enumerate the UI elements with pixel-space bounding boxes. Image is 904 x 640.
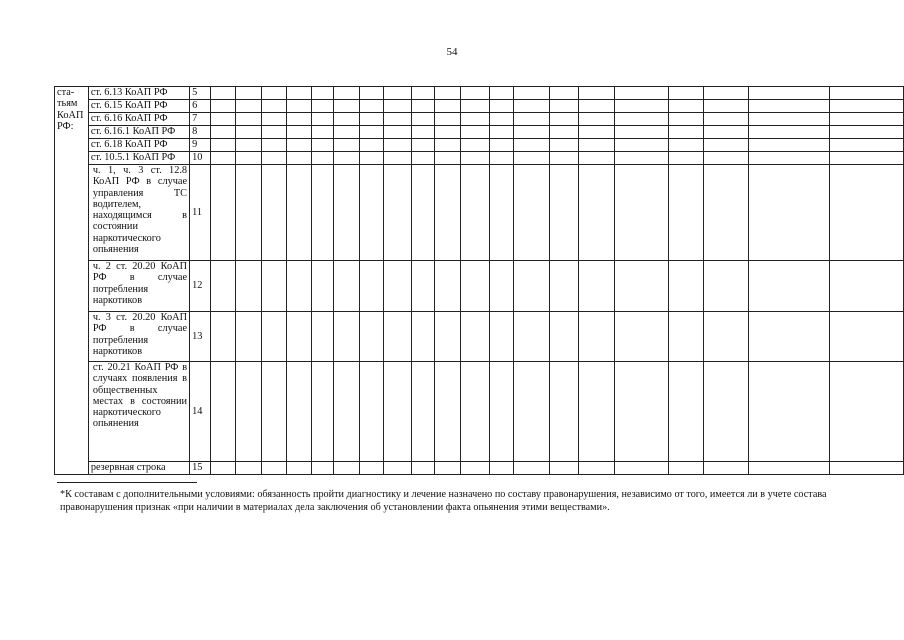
data-cell	[830, 87, 904, 100]
data-cell	[614, 87, 669, 100]
data-cell	[578, 113, 614, 126]
data-cell	[704, 100, 749, 113]
article-cell: резервная строка	[88, 462, 189, 475]
row-number-cell: 7	[190, 113, 211, 126]
data-cell	[669, 126, 704, 139]
section-label: ста-тьям КоАП РФ:	[55, 87, 89, 475]
data-cell	[749, 87, 830, 100]
data-cell	[749, 312, 830, 362]
data-cell	[434, 100, 461, 113]
article-cell: ст. 6.15 КоАП РФ	[88, 100, 189, 113]
data-cell	[489, 113, 514, 126]
table-row	[55, 312, 904, 362]
data-cell	[614, 152, 669, 165]
data-cell	[614, 126, 669, 139]
data-cell	[359, 139, 384, 152]
data-cell	[210, 462, 236, 475]
data-cell	[434, 152, 461, 165]
data-cell	[359, 462, 384, 475]
data-cell	[312, 312, 334, 362]
data-cell	[749, 165, 830, 261]
data-cell	[550, 261, 578, 312]
data-cell	[489, 152, 514, 165]
data-cell	[669, 139, 704, 152]
data-cell	[749, 152, 830, 165]
data-cell	[411, 87, 434, 100]
data-cell	[384, 261, 411, 312]
data-cell	[236, 126, 262, 139]
data-cell	[514, 312, 550, 362]
data-cell	[550, 462, 578, 475]
data-cell	[461, 87, 489, 100]
data-cell	[334, 362, 360, 462]
table-row	[55, 87, 904, 100]
data-cell	[286, 312, 312, 362]
data-cell	[286, 362, 312, 462]
data-cell	[669, 152, 704, 165]
data-cell	[614, 165, 669, 261]
table-row	[55, 100, 904, 113]
table-row	[55, 165, 904, 261]
data-cell	[210, 139, 236, 152]
data-cell	[514, 100, 550, 113]
data-cell	[334, 87, 360, 100]
data-cell	[411, 100, 434, 113]
data-cell	[461, 113, 489, 126]
data-cell	[514, 126, 550, 139]
table-row	[55, 261, 904, 312]
data-cell	[359, 113, 384, 126]
data-cell	[489, 139, 514, 152]
data-cell	[830, 126, 904, 139]
data-cell	[514, 87, 550, 100]
data-cell	[461, 126, 489, 139]
data-cell	[578, 152, 614, 165]
data-cell	[749, 362, 830, 462]
data-cell	[312, 261, 334, 312]
data-cell	[210, 362, 236, 462]
data-cell	[489, 362, 514, 462]
data-cell	[578, 100, 614, 113]
data-cell	[749, 462, 830, 475]
data-cell	[384, 152, 411, 165]
data-cell	[614, 312, 669, 362]
row-number-cell: 9	[190, 139, 211, 152]
data-cell	[614, 113, 669, 126]
data-cell	[236, 152, 262, 165]
data-cell	[830, 462, 904, 475]
data-cell	[261, 100, 286, 113]
data-cell	[411, 139, 434, 152]
row-number-cell: 14	[190, 362, 211, 462]
data-cell	[261, 126, 286, 139]
data-cell	[334, 139, 360, 152]
data-cell	[411, 152, 434, 165]
data-cell	[461, 139, 489, 152]
data-cell	[578, 312, 614, 362]
data-cell	[286, 462, 312, 475]
data-cell	[334, 261, 360, 312]
data-cell	[411, 462, 434, 475]
data-cell	[749, 261, 830, 312]
data-cell	[334, 165, 360, 261]
data-cell	[514, 113, 550, 126]
data-cell	[236, 100, 262, 113]
row-number-cell: 10	[190, 152, 211, 165]
data-cell	[411, 126, 434, 139]
data-cell	[461, 312, 489, 362]
data-cell	[261, 261, 286, 312]
data-cell	[550, 87, 578, 100]
data-cell	[384, 462, 411, 475]
data-cell	[312, 87, 334, 100]
data-cell	[489, 261, 514, 312]
row-number-cell: 5	[190, 87, 211, 100]
row-number-cell: 12	[190, 261, 211, 312]
data-cell	[312, 362, 334, 462]
data-cell	[334, 113, 360, 126]
data-cell	[614, 462, 669, 475]
data-cell	[236, 139, 262, 152]
data-cell	[578, 165, 614, 261]
data-cell	[411, 312, 434, 362]
table-row	[55, 462, 904, 475]
data-cell	[384, 139, 411, 152]
row-number-cell: 11	[190, 165, 211, 261]
data-cell	[550, 312, 578, 362]
data-cell	[359, 126, 384, 139]
data-cell	[434, 126, 461, 139]
data-cell	[489, 87, 514, 100]
article-cell: ч. 2 ст. 20.20 КоАП РФ в случае потребления наркотиков	[88, 261, 189, 312]
data-cell	[461, 100, 489, 113]
data-cell	[334, 462, 360, 475]
data-cell	[210, 113, 236, 126]
data-cell	[312, 126, 334, 139]
data-cell	[614, 362, 669, 462]
data-cell	[286, 126, 312, 139]
data-cell	[749, 100, 830, 113]
data-cell	[236, 113, 262, 126]
table-row	[55, 126, 904, 139]
data-cell	[704, 261, 749, 312]
article-cell: ст. 10.5.1 КоАП РФ	[88, 152, 189, 165]
data-cell	[411, 113, 434, 126]
data-cell	[614, 100, 669, 113]
data-cell	[236, 87, 262, 100]
data-cell	[312, 100, 334, 113]
data-cell	[334, 100, 360, 113]
data-cell	[550, 139, 578, 152]
data-cell	[210, 152, 236, 165]
data-cell	[359, 165, 384, 261]
article-cell: ст. 6.13 КоАП РФ	[88, 87, 189, 100]
data-cell	[514, 462, 550, 475]
data-cell	[514, 139, 550, 152]
data-cell	[261, 139, 286, 152]
table-row	[55, 139, 904, 152]
row-number-cell: 8	[190, 126, 211, 139]
data-cell	[384, 100, 411, 113]
data-cell	[514, 362, 550, 462]
data-cell	[614, 261, 669, 312]
data-cell	[830, 261, 904, 312]
data-cell	[359, 261, 384, 312]
data-cell	[550, 152, 578, 165]
data-cell	[286, 152, 312, 165]
data-cell	[461, 152, 489, 165]
data-cell	[489, 312, 514, 362]
data-cell	[669, 100, 704, 113]
data-cell	[261, 165, 286, 261]
data-cell	[236, 462, 262, 475]
data-cell	[384, 165, 411, 261]
data-cell	[461, 165, 489, 261]
table-row	[55, 362, 904, 462]
data-cell	[261, 113, 286, 126]
data-cell	[261, 312, 286, 362]
row-number-cell: 13	[190, 312, 211, 362]
data-cell	[384, 362, 411, 462]
data-cell	[578, 139, 614, 152]
data-cell	[704, 139, 749, 152]
data-cell	[312, 113, 334, 126]
data-cell	[411, 261, 434, 312]
table-row	[55, 113, 904, 126]
data-cell	[236, 362, 262, 462]
statistics-table	[54, 86, 904, 475]
data-cell	[614, 139, 669, 152]
data-cell	[312, 139, 334, 152]
data-cell	[286, 113, 312, 126]
data-cell	[550, 362, 578, 462]
data-cell	[286, 100, 312, 113]
data-cell	[286, 139, 312, 152]
data-cell	[210, 87, 236, 100]
data-cell	[578, 462, 614, 475]
data-cell	[384, 312, 411, 362]
data-cell	[489, 100, 514, 113]
data-cell	[669, 362, 704, 462]
data-cell	[669, 113, 704, 126]
data-cell	[261, 87, 286, 100]
data-cell	[830, 113, 904, 126]
data-cell	[411, 362, 434, 462]
data-cell	[359, 87, 384, 100]
row-number-cell: 6	[190, 100, 211, 113]
data-cell	[261, 462, 286, 475]
data-cell	[434, 113, 461, 126]
data-cell	[434, 87, 461, 100]
data-cell	[434, 139, 461, 152]
page-number: 54	[446, 46, 458, 58]
data-cell	[434, 462, 461, 475]
data-cell	[489, 126, 514, 139]
data-cell	[704, 113, 749, 126]
data-cell	[384, 87, 411, 100]
data-cell	[236, 261, 262, 312]
data-cell	[578, 362, 614, 462]
data-cell	[704, 312, 749, 362]
table-row	[55, 152, 904, 165]
data-cell	[749, 126, 830, 139]
data-cell	[312, 165, 334, 261]
data-cell	[669, 462, 704, 475]
data-cell	[359, 100, 384, 113]
data-cell	[461, 261, 489, 312]
data-cell	[210, 126, 236, 139]
data-cell	[830, 139, 904, 152]
data-cell	[210, 261, 236, 312]
data-cell	[830, 312, 904, 362]
data-cell	[434, 261, 461, 312]
data-cell	[236, 165, 262, 261]
data-cell	[236, 312, 262, 362]
data-cell	[704, 126, 749, 139]
data-cell	[704, 152, 749, 165]
data-cell	[312, 462, 334, 475]
data-cell	[514, 152, 550, 165]
data-cell	[286, 87, 312, 100]
data-cell	[669, 261, 704, 312]
data-cell	[312, 152, 334, 165]
data-cell	[210, 100, 236, 113]
footnote-separator	[57, 482, 197, 483]
data-cell	[489, 165, 514, 261]
data-cell	[334, 312, 360, 362]
data-cell	[261, 152, 286, 165]
data-cell	[578, 261, 614, 312]
data-cell	[749, 139, 830, 152]
data-cell	[830, 100, 904, 113]
data-cell	[578, 126, 614, 139]
data-cell	[489, 462, 514, 475]
data-cell	[334, 152, 360, 165]
data-cell	[210, 165, 236, 261]
article-cell: ч. 3 ст. 20.20 КоАП РФ в случае потребления наркотиков	[88, 312, 189, 362]
article-cell: ч. 1, ч. 3 ст. 12.8 КоАП РФ в случае управления ТС водителем, находящимся в состоянии наркотического опьянения	[88, 165, 189, 261]
data-cell	[704, 165, 749, 261]
article-cell: ст. 6.16 КоАП РФ	[88, 113, 189, 126]
data-cell	[384, 113, 411, 126]
data-cell	[261, 362, 286, 462]
data-cell	[359, 152, 384, 165]
data-cell	[669, 312, 704, 362]
row-number-cell: 15	[190, 462, 211, 475]
data-cell	[550, 126, 578, 139]
data-cell	[704, 87, 749, 100]
data-cell	[461, 462, 489, 475]
data-cell	[830, 152, 904, 165]
article-cell: ст. 6.16.1 КоАП РФ	[88, 126, 189, 139]
data-cell	[749, 113, 830, 126]
footnote: *К составам с дополнительными условиями: обязанность пройти диагностику и лечение назначено по составу правонарушения, независимо от того, имеется ли в учете состава правонарушения признак «при наличии в материалах дела заключения об установлении факта опьянения этими веществами».	[60, 489, 827, 513]
data-cell	[669, 87, 704, 100]
data-cell	[704, 462, 749, 475]
article-cell: ст. 6.18 КоАП РФ	[88, 139, 189, 152]
data-cell	[434, 362, 461, 462]
data-cell	[830, 165, 904, 261]
data-cell	[550, 113, 578, 126]
data-cell	[830, 362, 904, 462]
data-cell	[411, 165, 434, 261]
article-cell: ст. 20.21 КоАП РФ в случаях появления в общественных местах в состоянии наркотического опьянения	[88, 362, 189, 462]
data-cell	[359, 362, 384, 462]
data-cell	[704, 362, 749, 462]
data-cell	[210, 312, 236, 362]
data-cell	[550, 165, 578, 261]
data-cell	[286, 165, 312, 261]
data-cell	[461, 362, 489, 462]
data-cell	[669, 165, 704, 261]
data-cell	[359, 312, 384, 362]
data-cell	[514, 261, 550, 312]
data-cell	[550, 100, 578, 113]
data-cell	[384, 126, 411, 139]
data-cell	[514, 165, 550, 261]
data-cell	[334, 126, 360, 139]
data-cell	[578, 87, 614, 100]
data-cell	[434, 165, 461, 261]
data-cell	[286, 261, 312, 312]
data-cell	[434, 312, 461, 362]
